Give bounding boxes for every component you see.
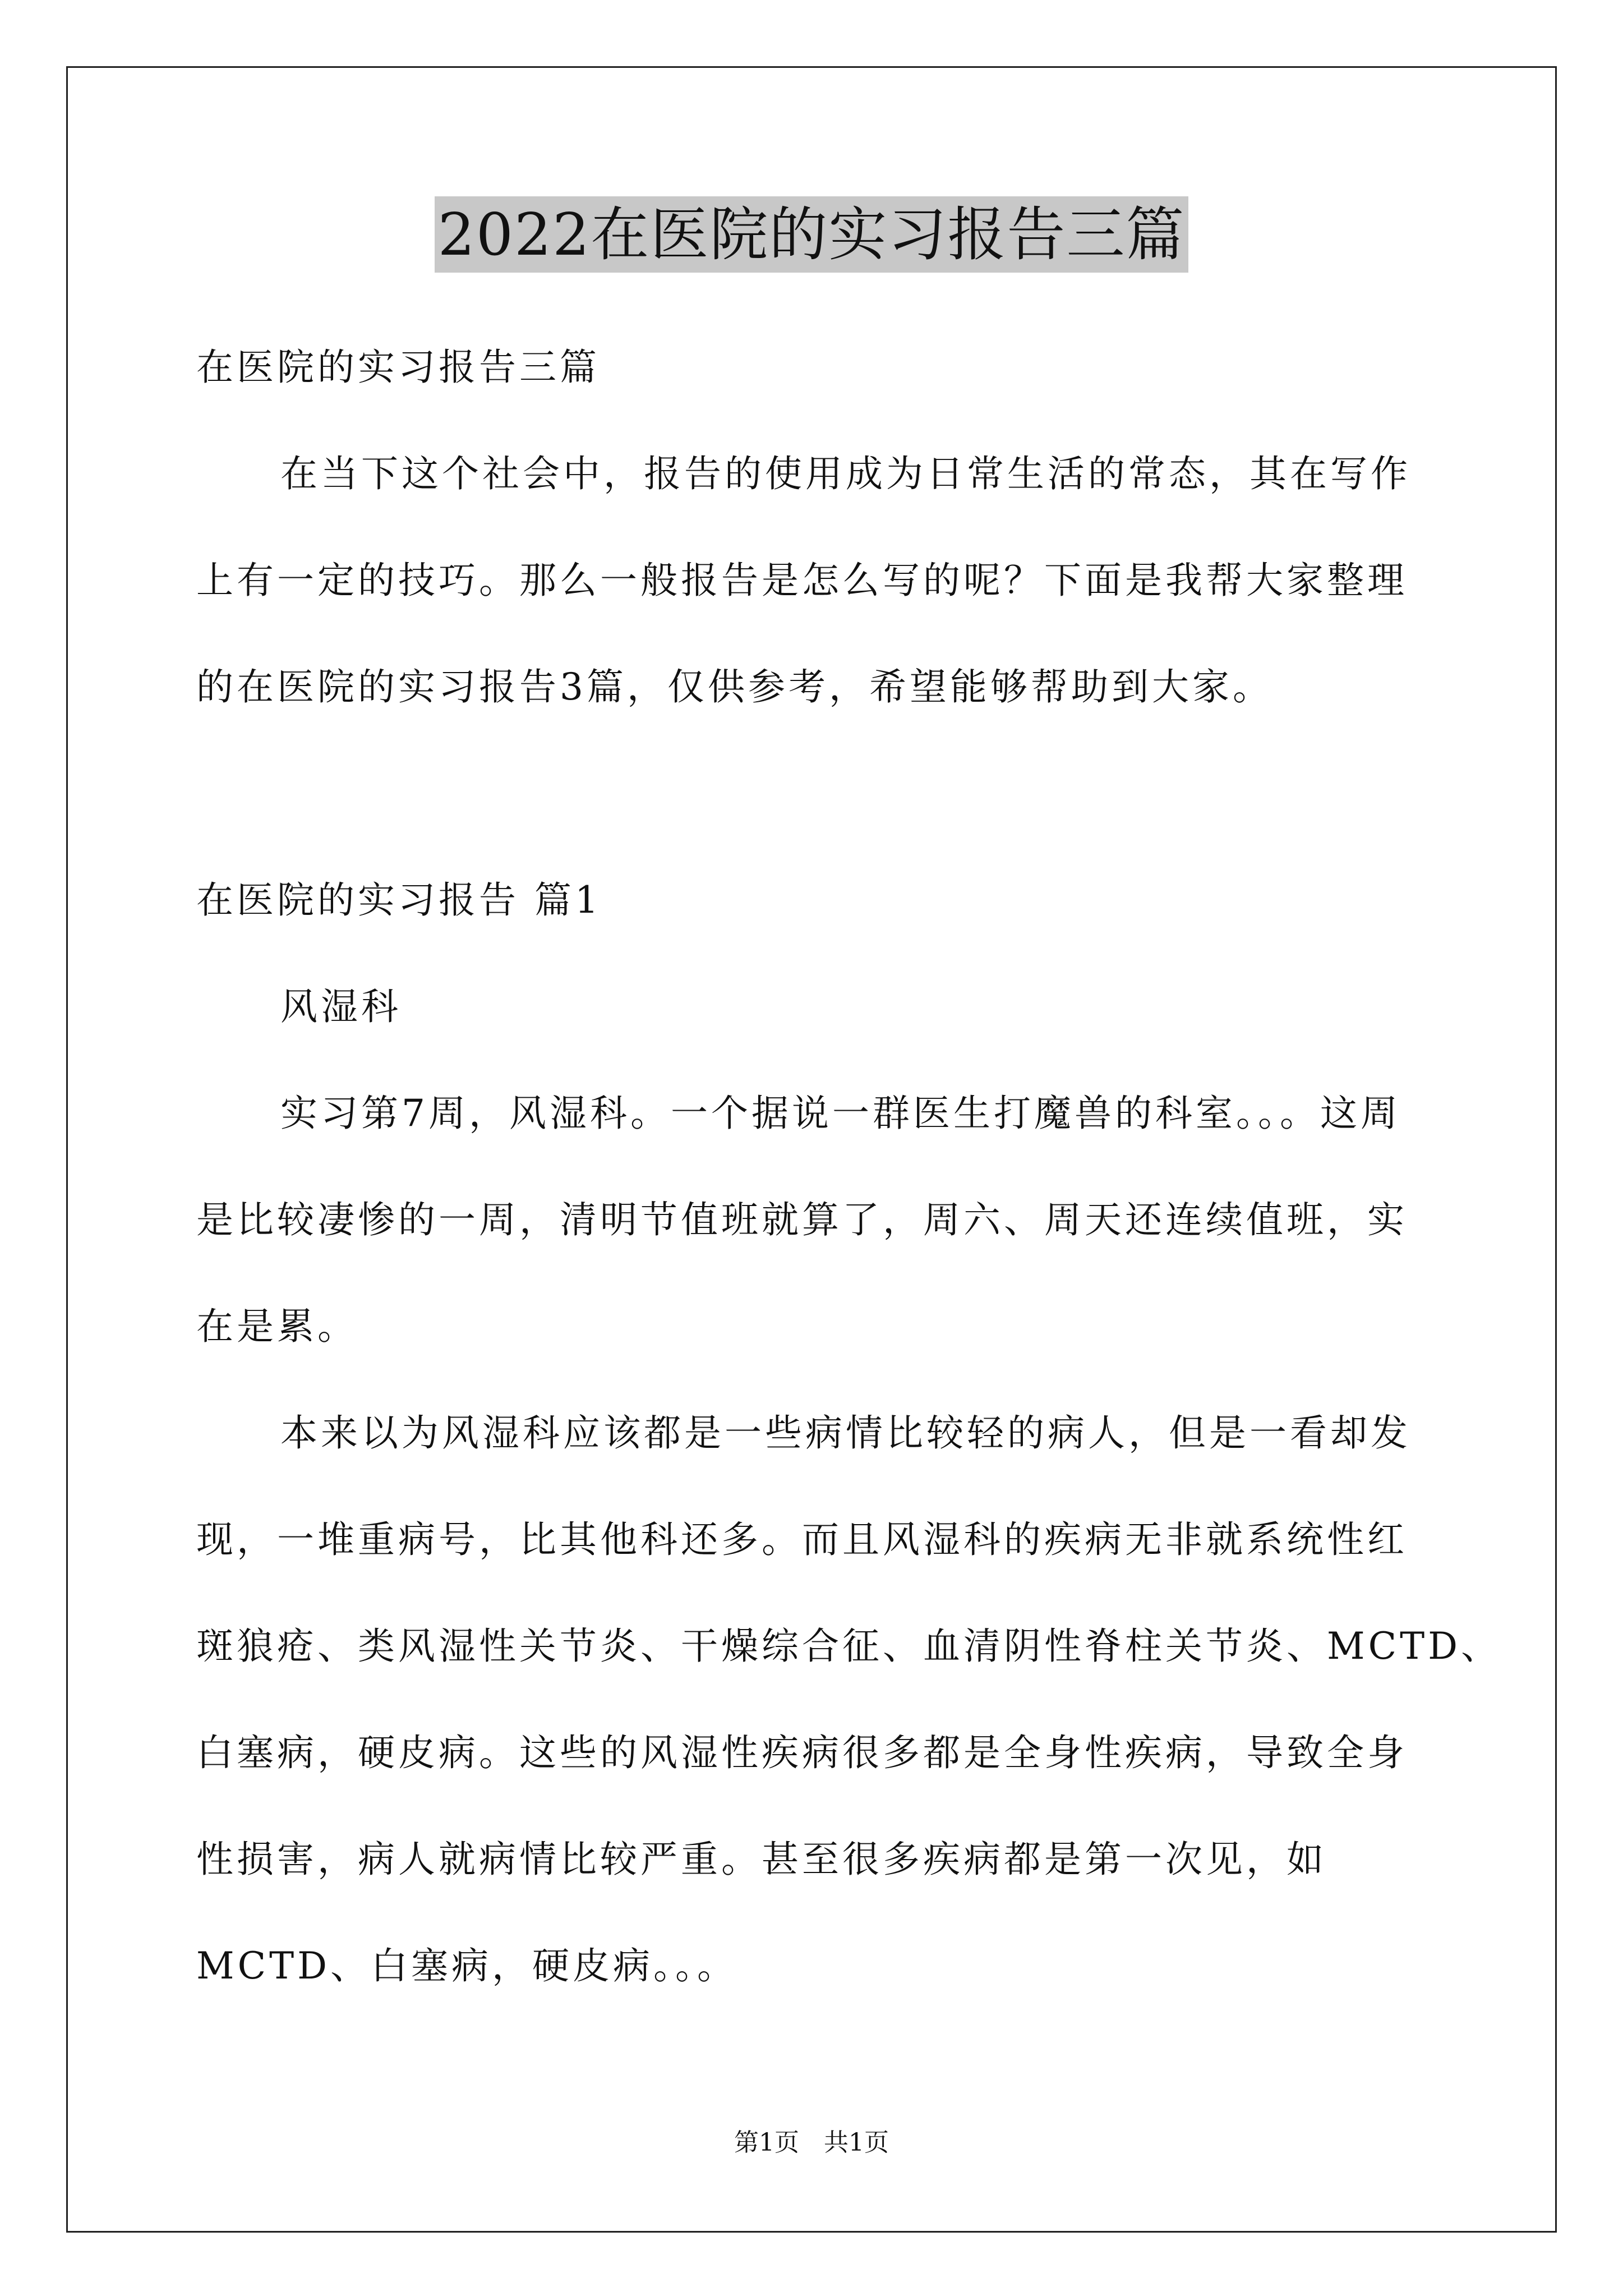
title-container — [0, 196, 1623, 273]
paragraph-line: MCTD、白塞病，硬皮病。。。 — [196, 1944, 738, 1987]
page-number-footer: 第1页 共1页 — [734, 2128, 889, 2157]
paragraph-line: 白塞病，硬皮病。这些的风湿性疾病很多都是全身性疾病，导致全身 — [196, 1731, 1408, 1774]
intro-line: 在当下这个社会中，报告的使用成为日常生活的常态，其在写作 — [280, 452, 1411, 495]
paragraph-line: 在是累。 — [196, 1305, 358, 1348]
paragraph-line: 实习第7周，风湿科。一个据说一群医生打魔兽的科室。。。这周 — [280, 1092, 1401, 1135]
section-heading: 在医院的实习报告 篇1 — [196, 878, 602, 922]
paragraph-line: 性损害，病人就病情比较严重。甚至很多疾病都是第一次见，如 — [196, 1838, 1327, 1881]
paragraph-line: 现，一堆重病号，比其他科还多。而且风湿科的疾病无非就系统性红 — [196, 1518, 1408, 1561]
department-heading: 风湿科 — [280, 985, 402, 1028]
paragraph-line: 斑狼疮、类风湿性关节炎、干燥综合征、血清阴性脊柱关节炎、MCTD、 — [196, 1625, 1502, 1668]
document-title: 2022在医院的实习报告三篇 — [435, 196, 1189, 273]
intro-line: 上有一定的技巧。那么一般报告是怎么写的呢？下面是我帮大家整理 — [196, 559, 1408, 602]
document-body — [196, 314, 1502, 2019]
blank-line — [196, 740, 1475, 847]
intro-line: 的在医院的实习报告3篇，仅供参考，希望能够帮助到大家。 — [196, 665, 1273, 708]
paragraph-line: 是比较凄惨的一周，清明节值班就算了，周六、周天还连续值班，实 — [196, 1198, 1408, 1241]
document-subtitle: 在医院的实习报告三篇 — [196, 346, 600, 389]
paragraph-line: 本来以为风湿科应该都是一些病情比较轻的病人，但是一看却发 — [280, 1411, 1411, 1455]
